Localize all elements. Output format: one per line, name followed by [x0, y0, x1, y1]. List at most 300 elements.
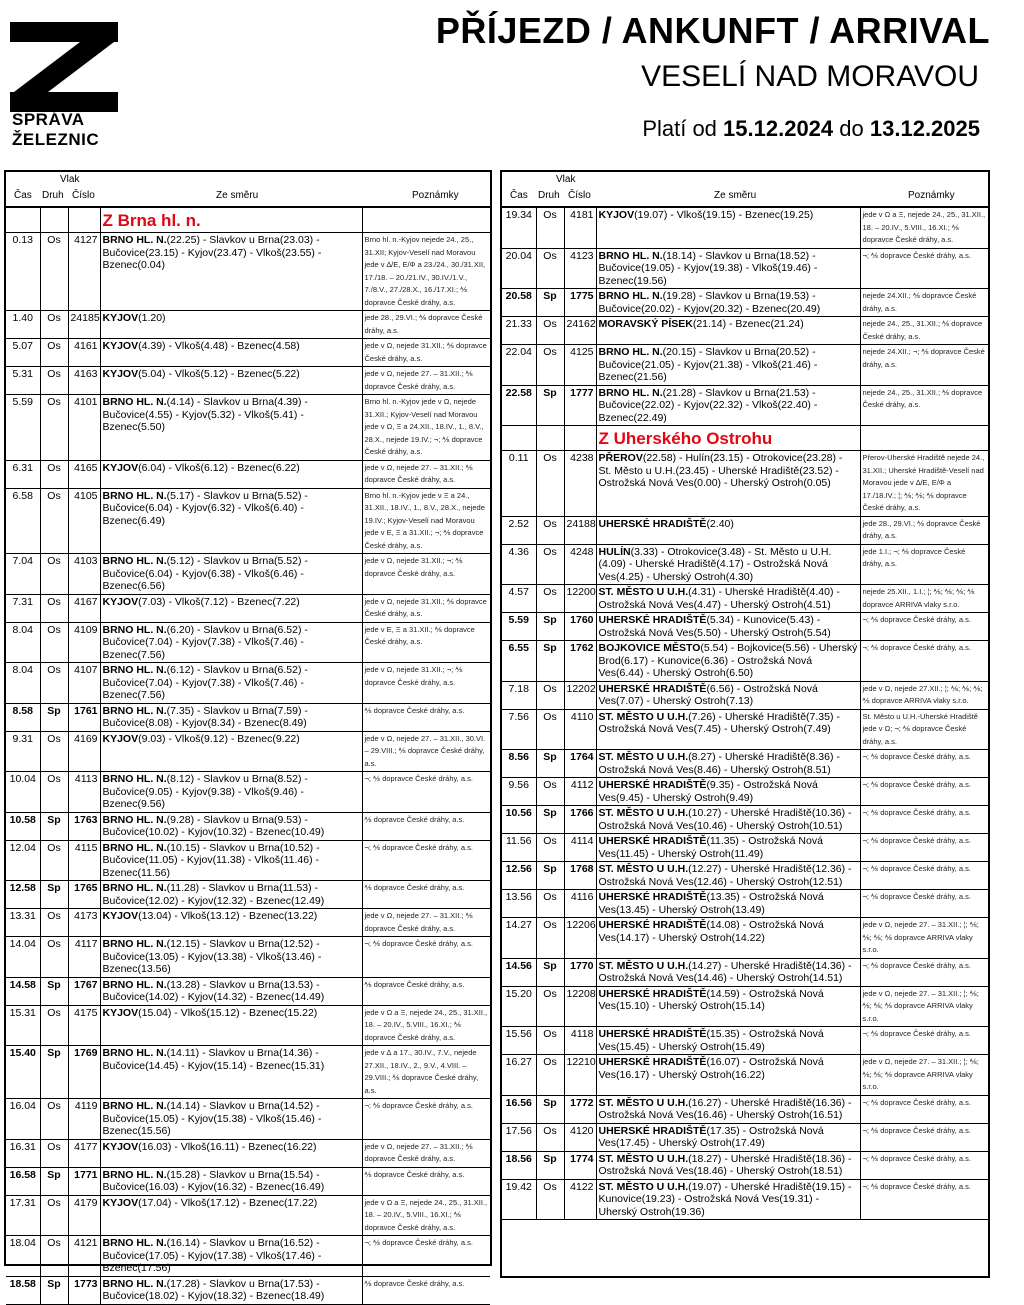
- arrival-time: 18.56: [502, 1151, 536, 1179]
- train-type: Os: [536, 681, 564, 709]
- route: [100, 1139, 362, 1167]
- route: [100, 395, 362, 461]
- train-type: Sp: [536, 750, 564, 778]
- train-number: 1777: [564, 385, 596, 426]
- table-row: [502, 516, 988, 544]
- route: [100, 1046, 362, 1099]
- table-row: [6, 772, 490, 813]
- arrival-time: 5.31: [6, 367, 40, 395]
- table-row: [6, 622, 490, 663]
- train-number: 1760: [564, 613, 596, 641]
- arrival-time: 8.04: [6, 622, 40, 663]
- train-type: Os: [536, 516, 564, 544]
- train-type: Os: [40, 937, 68, 978]
- origin-station: ST. MĚSTO U U.H.: [598, 807, 689, 819]
- route-stops: (17.28) - Slavkov u Brna(17.53) - Bučovice(18.02) - Kyjov(18.32) - Bzenec(18.49): [102, 1277, 325, 1302]
- route-stops: (9.28) - Slavkov u Brna(9.53) - Bučovice(10.02) - Kyjov(10.32) - Bzenec(10.49): [102, 813, 325, 838]
- col-train: Vlak: [556, 174, 576, 185]
- train-type: Os: [40, 367, 68, 395]
- train-type: Sp: [536, 958, 564, 986]
- train-type: Sp: [40, 703, 68, 731]
- table-row: [6, 460, 490, 488]
- origin-station: UHERSKÉ HRADIŠTĚ: [598, 1056, 707, 1068]
- origin-station: BRNO HL. N.: [102, 1100, 167, 1112]
- col-kind: Druh: [538, 190, 560, 201]
- train-notes: ¬; ⅍ dopravce České dráhy, a.s.: [860, 834, 988, 862]
- train-notes: ⅍ dopravce České dráhy, a.s.: [362, 1276, 490, 1304]
- route: [596, 1123, 860, 1151]
- train-number: 4173: [68, 909, 100, 937]
- route-stops: (19.07) - Vlkoš(19.15) - Bzenec(19.25): [634, 209, 814, 221]
- origin-station: ST. MĚSTO U U.H.: [598, 710, 689, 723]
- col-kind: Druh: [42, 190, 64, 201]
- train-number: 1761: [68, 703, 100, 731]
- table-row: [6, 554, 490, 595]
- train-notes: ⅍ dopravce České dráhy, a.s.: [362, 812, 490, 840]
- train-type: Os: [40, 594, 68, 622]
- arrival-time: 9.56: [502, 778, 536, 806]
- train-number: 4165: [68, 460, 100, 488]
- train-type: Os: [536, 986, 564, 1027]
- train-notes: jede v Ω, nejede 27. – 31.XII.; ⅍ dopravce České dráhy, a.s.: [362, 909, 490, 937]
- arrival-time: 16.58: [6, 1167, 40, 1195]
- table-row: [502, 1095, 988, 1123]
- train-type: Os: [40, 731, 68, 772]
- table-row: [6, 663, 490, 704]
- route-stops: (13.04) - Vlkoš(13.12) - Bzenec(13.22): [138, 910, 318, 922]
- arrival-time: 5.59: [6, 395, 40, 461]
- train-notes: jede v Ω, nejede 31.XII.; ¬; ⅍ dopravce České dráhy, a.s.: [362, 554, 490, 595]
- origin-station: KYJOV: [102, 910, 139, 922]
- route: [596, 958, 860, 986]
- route-stops: (4.14) - Slavkov u Brna(4.39) - Bučovice(4.55) - Kyjov(5.32) - Vlkoš(5.41) - Bzenec(5.50): [102, 396, 308, 433]
- arrival-time: 11.56: [502, 834, 536, 862]
- train-number: 1773: [68, 1276, 100, 1304]
- train-notes: ¬; ⅍ dopravce České dráhy, a.s.: [860, 1123, 988, 1151]
- arrival-time: 17.31: [6, 1195, 40, 1236]
- origin-station: MORAVSKÝ PÍSEK: [598, 318, 693, 330]
- origin-station: KYJOV: [102, 340, 139, 352]
- origin-station: BRNO HL. N.: [598, 346, 663, 358]
- table-row: [502, 345, 988, 386]
- route-stops: (20.15) - Slavkov u Brna(20.52) - Bučovice(21.05) - Kyjov(21.38) - Vlkoš(21.46) - Bzenec(21.56): [598, 346, 818, 383]
- train-type: Sp: [40, 881, 68, 909]
- route-stops: (5.12) - Slavkov u Brna(5.52) - Bučovice(6.04) - Kyjov(6.38) - Vlkoš(6.46) - Bzenec(6.56): [102, 555, 308, 592]
- route-stops: (1.20): [138, 312, 166, 324]
- table-row: [6, 812, 490, 840]
- col-from: Ze směru: [216, 190, 259, 201]
- table-row: [502, 1151, 988, 1179]
- arrival-time: 22.58: [502, 385, 536, 426]
- arrival-time: 6.31: [6, 460, 40, 488]
- table-row: [502, 585, 988, 613]
- table-row: [502, 862, 988, 890]
- route: [100, 1236, 362, 1277]
- train-notes: Brno hl. n.-Kyjov jede v Ξ a 24., 31.XII., 18.IV., 1., 8.V., 28.X., nejede 19.IV.; Kyjov-Veselí nad Moravou jede v E, Ξ a 31.XII.; ¬; ⅍ dopravce České dráhy, a.s.: [362, 488, 490, 554]
- arrival-time: 16.56: [502, 1095, 536, 1123]
- origin-station: ST. MĚSTO U U.H.: [598, 1096, 689, 1109]
- origin-station: ST. MĚSTO U U.H.: [598, 1180, 689, 1193]
- train-type: Sp: [536, 613, 564, 641]
- train-notes: jede 28., 29.VI.; ⅍ dopravce České dráhy, a.s.: [860, 516, 988, 544]
- train-notes: ¬; ⅍ dopravce České dráhy, a.s.: [860, 1179, 988, 1220]
- table-row: [6, 367, 490, 395]
- train-type: Os: [536, 248, 564, 289]
- arrival-time: 6.55: [502, 641, 536, 682]
- origin-station: BRNO HL. N.: [102, 623, 167, 636]
- table-row: [6, 977, 490, 1005]
- train-type: Sp: [40, 977, 68, 1005]
- origin-station: BRNO HL. N.: [598, 249, 663, 262]
- train-type: Os: [536, 918, 564, 959]
- train-number: 24188: [564, 516, 596, 544]
- train-notes: jede v Ω, nejede 27. – 31.XII., 30.VI. – 29.VIII.; ⅍ dopravce České dráhy, a.s.: [362, 731, 490, 772]
- arrival-time: 16.27: [502, 1055, 536, 1096]
- arrival-time: 0.13: [6, 233, 40, 311]
- train-notes: jede v Ω, nejede 31.XII.; ⅍ dopravce České dráhy, a.s.: [362, 339, 490, 367]
- route-stops: (7.03) - Vlkoš(7.12) - Bzenec(7.22): [138, 595, 300, 608]
- route: [596, 890, 860, 918]
- origin-station: UHERSKÉ HRADIŠTĚ: [598, 1124, 707, 1137]
- col-time: Čas: [510, 190, 528, 201]
- route-stops: (6.12) - Slavkov u Brna(6.52) - Bučovice(7.04) - Kyjov(7.38) - Vlkoš(7.46) - Bzenec(7.56): [102, 664, 308, 701]
- table-row: [6, 1139, 490, 1167]
- origin-station: UHERSKÉ HRADIŠTĚ: [598, 919, 707, 931]
- train-type: Os: [40, 311, 68, 339]
- train-type: Os: [536, 208, 564, 248]
- table-row: [6, 840, 490, 881]
- origin-station: BRNO HL. N.: [102, 704, 167, 717]
- origin-station: BRNO HL. N.: [102, 396, 167, 408]
- route-stops: (16.07) - Ostrožská Nová Ves(16.17) - Uherský Ostroh(16.22): [598, 1056, 824, 1081]
- arrival-time: 15.20: [502, 986, 536, 1027]
- train-type: Sp: [536, 1095, 564, 1123]
- route: [596, 516, 860, 544]
- route-stops: (16.03) - Vlkoš(16.11) - Bzenec(16.22): [138, 1140, 317, 1153]
- route-stops: (19.07) - Uherské Hradiště(19.15) - Kunovice(19.23) - Ostrožská Nová Ves(19.31) - Uherský Ostroh(19.36): [598, 1180, 852, 1218]
- route: [596, 1151, 860, 1179]
- train-number: 4101: [68, 395, 100, 461]
- table-row: [502, 451, 988, 517]
- section-title: Z Brna hl. n.: [102, 211, 201, 230]
- route: [100, 937, 362, 978]
- column-header: [6, 172, 490, 208]
- table-row: [502, 1179, 988, 1220]
- train-type: Os: [40, 1099, 68, 1140]
- train-notes: nejede 24.XII.; ⅍ dopravce České dráhy, a.s.: [860, 289, 988, 317]
- train-number: 1763: [68, 812, 100, 840]
- arrival-time: 14.56: [502, 958, 536, 986]
- origin-station: BRNO HL. N.: [598, 386, 663, 399]
- table-row: [6, 1236, 490, 1277]
- route: [596, 1179, 860, 1220]
- origin-station: BRNO HL. N.: [102, 1168, 167, 1181]
- train-type: Sp: [40, 1276, 68, 1304]
- train-notes: jede v Ω, nejede 27. – 31.XII.; ¦; ⅍; ⅍; ⅍; ⅍ dopravce ARRIVA vlaky s.r.o.: [860, 1055, 988, 1096]
- train-number: 4163: [68, 367, 100, 395]
- route: [100, 1005, 362, 1046]
- train-type: Os: [536, 544, 564, 585]
- train-notes: ¬; ⅍ dopravce České dráhy, a.s.: [860, 1027, 988, 1055]
- route: [596, 385, 860, 426]
- train-notes: ¬; ⅍ dopravce České dráhy, a.s.: [860, 890, 988, 918]
- train-number: 12202: [564, 681, 596, 709]
- origin-station: KYJOV: [598, 209, 635, 221]
- origin-station: BRNO HL. N.: [102, 841, 167, 854]
- train-notes: ¬; ⅍ dopravce České dráhy, a.s.: [860, 641, 988, 682]
- origin-station: BRNO HL. N.: [102, 813, 167, 826]
- arrival-time: 5.07: [6, 339, 40, 367]
- train-type: Os: [536, 778, 564, 806]
- table-row: [6, 1005, 490, 1046]
- table-row: [6, 1276, 490, 1304]
- train-notes: jede v E, Ξ a 31.XII.; ⅍ dopravce České dráhy, a.s.: [362, 622, 490, 663]
- arrival-time: 6.58: [6, 488, 40, 554]
- train-number: 1765: [68, 881, 100, 909]
- table-row: [6, 311, 490, 339]
- train-notes: St. Město u U.H.-Uherské Hradiště jede v Ω; ¬; ⅍ dopravce České dráhy, a.s.: [860, 709, 988, 750]
- col-notes: Poznámky: [908, 190, 955, 201]
- train-notes: ¬; ⅍ dopravce České dráhy, a.s.: [860, 1095, 988, 1123]
- arrival-time: 22.04: [502, 345, 536, 386]
- origin-station: KYJOV: [102, 595, 139, 608]
- origin-station: PŘEROV: [598, 452, 643, 464]
- train-number: 1768: [564, 862, 596, 890]
- origin-station: KYJOV: [102, 461, 139, 474]
- route-stops: (6.20) - Slavkov u Brna(6.52) - Bučovice(7.04) - Kyjov(7.38) - Vlkoš(7.46) - Bzenec(7.56): [102, 623, 308, 661]
- origin-station: BRNO HL. N.: [102, 1277, 167, 1290]
- table-row: [6, 1195, 490, 1236]
- arrival-time: 17.56: [502, 1123, 536, 1151]
- train-notes: ¬; ⅍ dopravce České dráhy, a.s.: [860, 248, 988, 289]
- train-notes: ⅍ dopravce České dráhy, a.s.: [362, 977, 490, 1005]
- origin-station: KYJOV: [102, 732, 139, 745]
- train-notes: nejede 24., 25., 31.XII.; ⅍ dopravce České dráhy, a.s.: [860, 385, 988, 426]
- route: [100, 311, 362, 339]
- arrival-time: 15.31: [6, 1005, 40, 1046]
- column-header: [502, 172, 988, 208]
- route-stops: (22.25) - Slavkov u Brna(23.03) - Bučovice(23.15) - Kyjov(23.47) - Vlkoš(23.55) - Bzenec(0.04): [102, 234, 322, 271]
- route-stops: (4.39) - Vlkoš(4.48) - Bzenec(4.58): [138, 340, 300, 352]
- train-number: 4177: [68, 1139, 100, 1167]
- route: [596, 750, 860, 778]
- origin-station: BRNO HL. N.: [102, 1237, 167, 1249]
- arrival-time: 15.56: [502, 1027, 536, 1055]
- route: [100, 812, 362, 840]
- train-notes: jede v Ω a Ξ, nejede 24., 25., 31.XII., 18. – 20.IV., 5.VIII., 16.XI.; ⅍ dopravce České dráhy, a.s.: [362, 1195, 490, 1236]
- train-type: Os: [536, 585, 564, 613]
- origin-station: ST. MĚSTO U U.H.: [598, 1152, 689, 1165]
- train-number: 4118: [564, 1027, 596, 1055]
- train-type: Os: [536, 1055, 564, 1096]
- route: [100, 233, 362, 311]
- table-row: [502, 681, 988, 709]
- train-number: 24162: [564, 317, 596, 345]
- arrival-time: 7.18: [502, 681, 536, 709]
- route-stops: (14.08) - Ostrožská Nová Ves(14.17) - Uherský Ostroh(14.22): [598, 919, 824, 944]
- route: [100, 554, 362, 595]
- route: [100, 460, 362, 488]
- route-stops: (15.04) - Vlkoš(15.12) - Bzenec(15.22): [138, 1006, 318, 1019]
- route-stops: (21.28) - Slavkov u Brna(21.53) - Bučovice(22.02) - Kyjov(22.32) - Vlkoš(22.40) - Bzenec(22.49): [598, 386, 818, 424]
- train-type: Os: [40, 233, 68, 311]
- origin-station: BRNO HL. N.: [102, 882, 167, 894]
- origin-station: BOJKOVICE MĚSTO: [598, 642, 701, 654]
- origin-station: BRNO HL. N.: [102, 555, 167, 567]
- route-stops: (15.35) - Ostrožská Nová Ves(15.45) - Uherský Ostroh(15.49): [598, 1028, 824, 1053]
- train-type: Sp: [536, 289, 564, 317]
- train-number: 1775: [564, 289, 596, 317]
- train-type: Os: [536, 709, 564, 750]
- train-type: Os: [536, 451, 564, 517]
- route-stops: (2.40): [706, 517, 734, 530]
- route: [100, 663, 362, 704]
- arrival-time: 19.42: [502, 1179, 536, 1220]
- route: [100, 977, 362, 1005]
- train-number: 4121: [68, 1236, 100, 1277]
- origin-station: UHERSKÉ HRADIŠTĚ: [598, 891, 707, 903]
- arrival-time: 14.58: [6, 977, 40, 1005]
- route: [100, 367, 362, 395]
- train-number: 4122: [564, 1179, 596, 1220]
- route-stops: (5.04) - Vlkoš(5.12) - Bzenec(5.22): [138, 368, 300, 380]
- train-number: 4115: [68, 840, 100, 881]
- col-from: Ze směru: [714, 190, 757, 201]
- train-number: 1774: [564, 1151, 596, 1179]
- route: [100, 772, 362, 813]
- route: [596, 681, 860, 709]
- route: [100, 622, 362, 663]
- train-notes: ¬; ⅍ dopravce České dráhy, a.s.: [860, 613, 988, 641]
- train-notes: ¬; ⅍ dopravce České dráhy, a.s.: [362, 840, 490, 881]
- train-number: 4248: [564, 544, 596, 585]
- validity: [642, 116, 980, 142]
- route: [100, 840, 362, 881]
- train-notes: ¬; ⅍ dopravce České dráhy, a.s.: [860, 958, 988, 986]
- route: [596, 1095, 860, 1123]
- train-notes: ¬; ⅍ dopravce České dráhy, a.s.: [860, 862, 988, 890]
- route: [596, 585, 860, 613]
- train-notes: ⅍ dopravce České dráhy, a.s.: [362, 881, 490, 909]
- route-stops: (18.27) - Uherské Hradiště(18.36) - Ostrožská Nová Ves(18.46) - Uherský Ostroh(18.51): [598, 1152, 852, 1177]
- train-type: Os: [40, 1139, 68, 1167]
- train-notes: ¬; ⅍ dopravce České dráhy, a.s.: [362, 1099, 490, 1140]
- origin-station: UHERSKÉ HRADIŠTĚ: [598, 682, 707, 695]
- route: [596, 986, 860, 1027]
- origin-station: ST. MĚSTO U U.H.: [598, 959, 689, 972]
- train-notes: jede v Ω, nejede 27. – 31.XII.; ¦; ⅍; ⅍; ⅍; ⅍ dopravce ARRIVA vlaky s.r.o.: [860, 986, 988, 1027]
- table-row: [502, 1027, 988, 1055]
- station-name: VESELÍ NAD MORAVOU: [641, 60, 979, 93]
- route-stops: (5.54) - Bojkovice(5.56) - Uherský Brod(6.17) - Kunovice(6.36) - Ostrožská Nová Ves(6.44) - Uherský Ostroh(6.50): [598, 642, 858, 679]
- train-type: Os: [40, 395, 68, 461]
- train-type: Os: [536, 345, 564, 386]
- route: [596, 806, 860, 834]
- table-row: [6, 339, 490, 367]
- train-notes: jede v Ω, nejede 27.XII.; ¦; ⅍; ⅍; ⅍; ⅍ dopravce ARRIVA vlaky s.r.o.: [860, 681, 988, 709]
- train-type: Os: [40, 339, 68, 367]
- route-stops: (17.35) - Ostrožská Nová Ves(17.45) - Uherský Ostroh(17.49): [598, 1124, 824, 1149]
- route-stops: (12.15) - Slavkov u Brna(12.52) - Bučovice(13.05) - Kyjov(13.38) - Vlkoš(13.46) - Bzenec(13.56): [102, 938, 322, 975]
- table-row: [6, 937, 490, 978]
- train-notes: jede v Ω, nejede 27. – 31.XII.; ⅍ dopravce České dráhy, a.s.: [362, 460, 490, 488]
- origin-station: UHERSKÉ HRADIŠTĚ: [598, 614, 707, 626]
- train-number: 4110: [564, 709, 596, 750]
- table-row: [502, 208, 988, 248]
- origin-station: BRNO HL. N.: [102, 938, 167, 950]
- train-notes: Brno hl. n.-Kyjov jede v Ω, nejede 31.XII.; Kyjov-Veselí nad Moravou jede v Ω, Ξ a 24.XII., 18.IV., 1., 8.V., 28.X., nejede 19.IV.; ¬; ⅍ dopravce České dráhy, a.s.: [362, 395, 490, 461]
- train-notes: jede v Ω, nejede 27. – 31.XII.; ⅍ dopravce České dráhy, a.s.: [362, 1139, 490, 1167]
- route: [596, 834, 860, 862]
- table-row: [502, 918, 988, 959]
- train-type: Sp: [40, 812, 68, 840]
- arrival-time: 20.04: [502, 248, 536, 289]
- origin-station: HULÍN: [598, 545, 631, 558]
- train-number: 4181: [564, 208, 596, 248]
- train-type: Os: [536, 890, 564, 918]
- table-row: [502, 385, 988, 426]
- origin-station: UHERSKÉ HRADIŠTĚ: [598, 517, 707, 530]
- table-row: [6, 909, 490, 937]
- train-notes: ¬; ⅍ dopravce České dráhy, a.s.: [860, 778, 988, 806]
- route: [100, 1195, 362, 1236]
- route-stops: (5.17) - Slavkov u Brna(5.52) - Bučovice(6.04) - Kyjov(6.32) - Vlkoš(6.40) - Bzenec(6.49): [102, 489, 308, 527]
- train-number: 4113: [68, 772, 100, 813]
- origin-station: UHERSKÉ HRADIŠTĚ: [598, 987, 707, 1000]
- timetable-left: [4, 170, 492, 1302]
- arrival-time: 12.58: [6, 881, 40, 909]
- arrival-time: 0.11: [502, 451, 536, 517]
- table-row: [6, 703, 490, 731]
- table-row: [502, 709, 988, 750]
- route: [596, 613, 860, 641]
- train-number: 4107: [68, 663, 100, 704]
- train-type: Os: [40, 663, 68, 704]
- train-number: 4105: [68, 488, 100, 554]
- train-number: 24185: [68, 311, 100, 339]
- arrival-time: 14.27: [502, 918, 536, 959]
- route: [596, 641, 860, 682]
- route-stops: (13.28) - Slavkov u Brna(13.53) - Bučovice(14.02) - Kyjov(14.32) - Bzenec(14.49): [102, 978, 325, 1003]
- route-stops: (19.28) - Slavkov u Brna(19.53) - Bučovice(20.02) - Kyjov(20.32) - Bzenec(20.49): [598, 290, 821, 315]
- train-number: 4103: [68, 554, 100, 595]
- route-stops: (7.35) - Slavkov u Brna(7.59) - Bučovice(8.08) - Kyjov(8.34) - Bzenec(8.49): [102, 704, 308, 729]
- train-notes: jede 1.I.; ¬; ⅍ dopravce České dráhy, a.s.: [860, 544, 988, 585]
- route-stops: (6.04) - Vlkoš(6.12) - Bzenec(6.22): [138, 461, 300, 474]
- train-number: 4114: [564, 834, 596, 862]
- logo-text: [12, 110, 99, 150]
- origin-station: UHERSKÉ HRADIŠTĚ: [598, 779, 707, 791]
- route: [596, 451, 860, 517]
- table-row: [502, 248, 988, 289]
- train-notes: ⅍ dopravce České dráhy, a.s.: [362, 703, 490, 731]
- train-type: Os: [40, 554, 68, 595]
- train-type: Os: [40, 1195, 68, 1236]
- origin-station: UHERSKÉ HRADIŠTĚ: [598, 1028, 707, 1040]
- route-stops: (7.26) - Uherské Hradiště(7.35) - Ostrožská Nová Ves(7.45) - Uherský Ostroh(7.49): [598, 710, 840, 735]
- route-stops: (16.27) - Uherské Hradiště(16.36) - Ostrožská Nová Ves(16.46) - Uherský Ostroh(16.51): [598, 1096, 852, 1121]
- arrival-time: 19.34: [502, 208, 536, 248]
- arrival-time: 4.57: [502, 585, 536, 613]
- table-row: [6, 1167, 490, 1195]
- col-number: Číslo: [72, 190, 95, 201]
- origin-station: KYJOV: [102, 368, 139, 380]
- arrival-time: 15.40: [6, 1046, 40, 1099]
- route: [596, 544, 860, 585]
- validity-prefix: Platí od: [642, 116, 717, 141]
- train-notes: jede v Ω, nejede 27. – 31.XII.; ¦; ⅍; ⅍; ⅍; ⅍ dopravce ARRIVA vlaky s.r.o.: [860, 918, 988, 959]
- origin-station: BRNO HL. N.: [102, 773, 167, 785]
